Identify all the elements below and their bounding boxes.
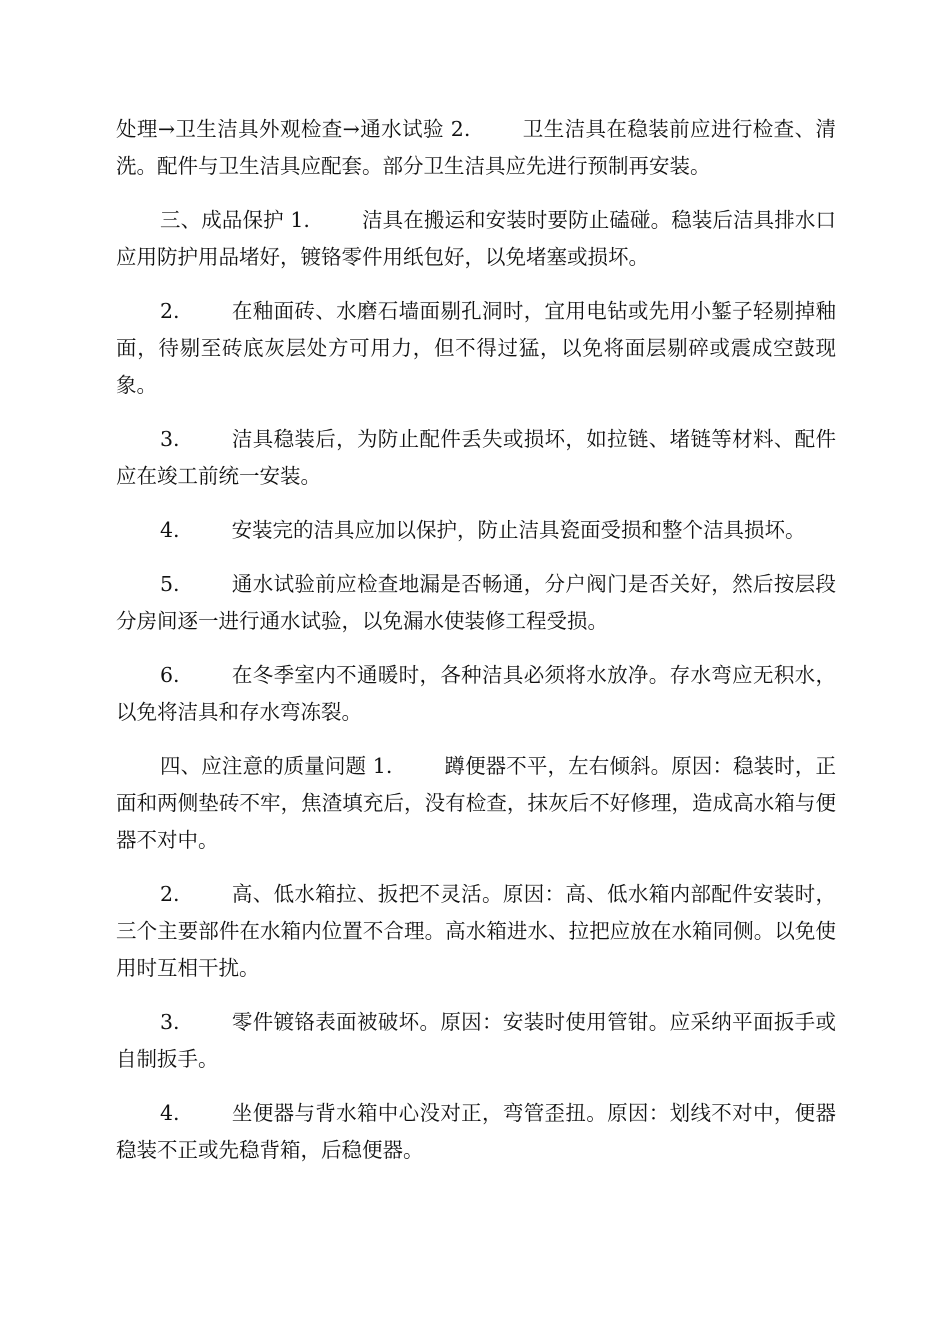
paragraph-lead: 四、应注意的质量问题 1. (160, 754, 393, 778)
paragraph-lead: 4. (160, 518, 180, 542)
paragraph-lead: 3. (160, 427, 180, 451)
paragraph-3 (116, 293, 836, 404)
paragraph-lead: 4. (160, 1101, 180, 1125)
paragraph-lead: 2. (160, 882, 180, 906)
paragraph-body: 通水试验前应检查地漏是否畅通，分户阀门是否关好，然后按层段分房间逐一进行通水试验，以免漏水使装修工程受损。 (116, 572, 836, 633)
paragraph-5 (116, 512, 836, 549)
paragraph-body: 卫生洁具在稳装前应进行检查、清洗。配件与卫生洁具应配套。部分卫生洁具应先进行预制再安装。 (116, 117, 836, 178)
paragraph-body: 洁具在搬运和安装时要防止磕碰。稳装后洁具排水口应用防护用品堵好，镀铬零件用纸包好，以免堵塞或损坏。 (116, 208, 836, 269)
paragraph-lead: 2. (160, 299, 180, 323)
paragraph-lead: 6. (160, 663, 180, 687)
paragraph-7 (116, 657, 836, 731)
paragraph-10 (116, 1004, 836, 1078)
paragraph-body: 蹲便器不平，左右倾斜。原因：稳装时，正面和两侧垫砖不牢，焦渣填充后，没有检查，抹灰后不好修理，造成高水箱与便器不对中。 (116, 754, 837, 852)
paragraph-4 (116, 421, 836, 495)
paragraph-lead: 处理→卫生洁具外观检查→通水试验 2. (116, 117, 471, 141)
paragraph-body: 坐便器与背水箱中心没对正，弯管歪扭。原因：划线不对中，便器稳装不正或先稳背箱，后稳便器。 (116, 1101, 836, 1162)
paragraph-6 (116, 566, 836, 640)
paragraph-11 (116, 1095, 836, 1169)
paragraph-body: 在釉面砖、水磨石墙面剔孔洞时，宜用电钻或先用小錾子轻剔掉釉面，待剔至砖底灰层处方可用力，但不得过猛，以免将面层剔碎或震成空鼓现象。 (116, 299, 836, 397)
paragraph-lead: 3. (160, 1010, 180, 1034)
paragraph-1 (116, 111, 836, 185)
paragraph-body: 洁具稳装后，为防止配件丢失或损坏，如拉链、堵链等材料、配件应在竣工前统一安装。 (116, 427, 836, 488)
paragraph-body: 高、低水箱拉、扳把不灵活。原因：高、低水箱内部配件安装时，三个主要部件在水箱内位置不合理。高水箱进水、拉把应放在水箱同侧。以免使用时互相干扰。 (116, 882, 836, 980)
paragraph-body: 在冬季室内不通暖时，各种洁具必须将水放净。存水弯应无积水，以免将洁具和存水弯冻裂。 (116, 663, 836, 724)
paragraph-8 (116, 748, 836, 859)
paragraph-lead: 5. (160, 572, 180, 596)
paragraph-lead: 三、成品保护 1. (160, 208, 310, 232)
paragraph-2 (116, 202, 836, 276)
paragraph-body: 零件镀铬表面被破坏。原因：安装时使用管钳。应采纳平面扳手或自制扳手。 (116, 1010, 836, 1071)
document-page (116, 111, 836, 1186)
paragraph-9 (116, 876, 836, 987)
paragraph-body: 安装完的洁具应加以保护，防止洁具瓷面受损和整个洁具损坏。 (231, 518, 806, 542)
